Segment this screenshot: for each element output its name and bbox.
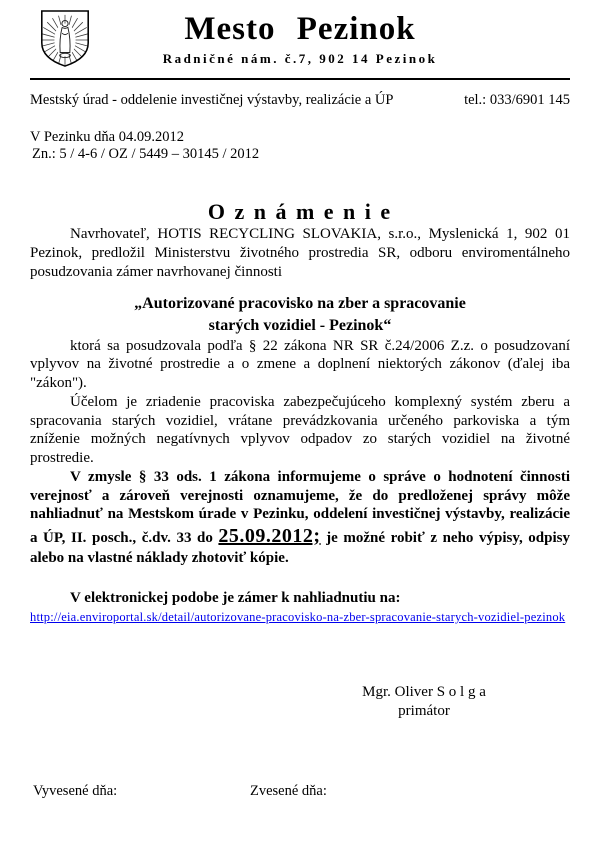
doc-meta — [30, 129, 570, 163]
coat-of-arms-svg — [36, 8, 94, 70]
city-address: Radničné nám. č.7, 902 14 Pezinok — [162, 50, 438, 66]
paragraph-notice — [30, 468, 570, 568]
signature-name: Mgr. Oliver S o l g a — [362, 683, 486, 700]
subject-heading — [30, 293, 570, 336]
signature-block — [314, 683, 534, 722]
coat-of-arms-icon — [36, 8, 94, 70]
office-department: Mestský úrad - oddelenie investičnej výstavby, realizácie a ÚP — [30, 92, 394, 108]
paragraph-purpose: Účelom je zriadenie pracoviska zabezpečujúceho komplexný systém zberu a spracovania starých vozidiel, vrátane prevádzkovania určeného parkoviska a tým zníženie možných negatívnych vplyvov odpadov zo starých vozidiel na životné prostredie. — [30, 393, 570, 467]
subject-line-1: „Autorizované pracovisko na zber a spracovanie — [134, 295, 466, 313]
letterhead — [30, 8, 570, 70]
posted-date-label: Vyvesené dňa: — [33, 783, 118, 799]
subject-line-2: starých vozidiel - Pezinok“ — [208, 317, 392, 335]
notice-text-after: je možné robiť z neho výpisy, odpisy alebo na vlastné náklady zhotoviť kópie. — [30, 530, 570, 567]
notice-text-before: V zmysle § 33 ods. 1 zákona informujeme o správe o hodnotení činnosti verejnosť a zároveň verejnosti oznamujeme, že do predloženej správy môže nahliadnuť na Mestskom úrade v Pezinku, oddelení investičnej výstavby, realizácie a ÚP, II. posch., č.dv. 33 do — [30, 468, 570, 547]
paragraph-proposer: Navrhovateľ, HOTIS RECYCLING SLOVAKIA, s.r.o., Myslenická 1, 902 01 Pezinok, predložil Ministerstvu životného prostredia SR, odboru enviromentálneho posudzovania zámer navrhovanej činnosti — [30, 226, 570, 280]
place-date: V Pezinku dňa 04.09.2012 — [30, 129, 184, 145]
doc-title: O z n á m e n i e — [207, 199, 393, 225]
signature-role: primátor — [398, 703, 450, 720]
enviroportal-link[interactable]: http://eia.enviroportal.sk/detail/autorizovane-pracovisko-na-zber-spracovanie-starych-vozidiel-pezinok — [30, 609, 566, 624]
city-name: Mesto Pezinok — [184, 11, 416, 47]
office-row — [30, 92, 570, 109]
paragraph-law: ktorá sa posudzovala podľa § 22 zákona NR SR č.24/2006 Z.z. o posudzovaní vplyvov na životné prostredie a o zmene a doplnení niektorých zákonov (ďalej iba "zákon"). — [30, 337, 570, 392]
office-phone: tel.: 033/6901 145 — [464, 92, 570, 108]
removed-date-label: Zvesené dňa: — [250, 783, 327, 799]
header-divider — [30, 78, 570, 80]
reference-number: Zn.: 5 / 4-6 / OZ / 5449 – 30145 / 2012 — [32, 146, 260, 163]
letterhead-text — [94, 8, 570, 67]
deadline-date: 25.09.2012; — [218, 525, 321, 548]
electronic-version-label: V elektronickej podobe je zámer k nahliadnutiu na: — [70, 589, 401, 606]
